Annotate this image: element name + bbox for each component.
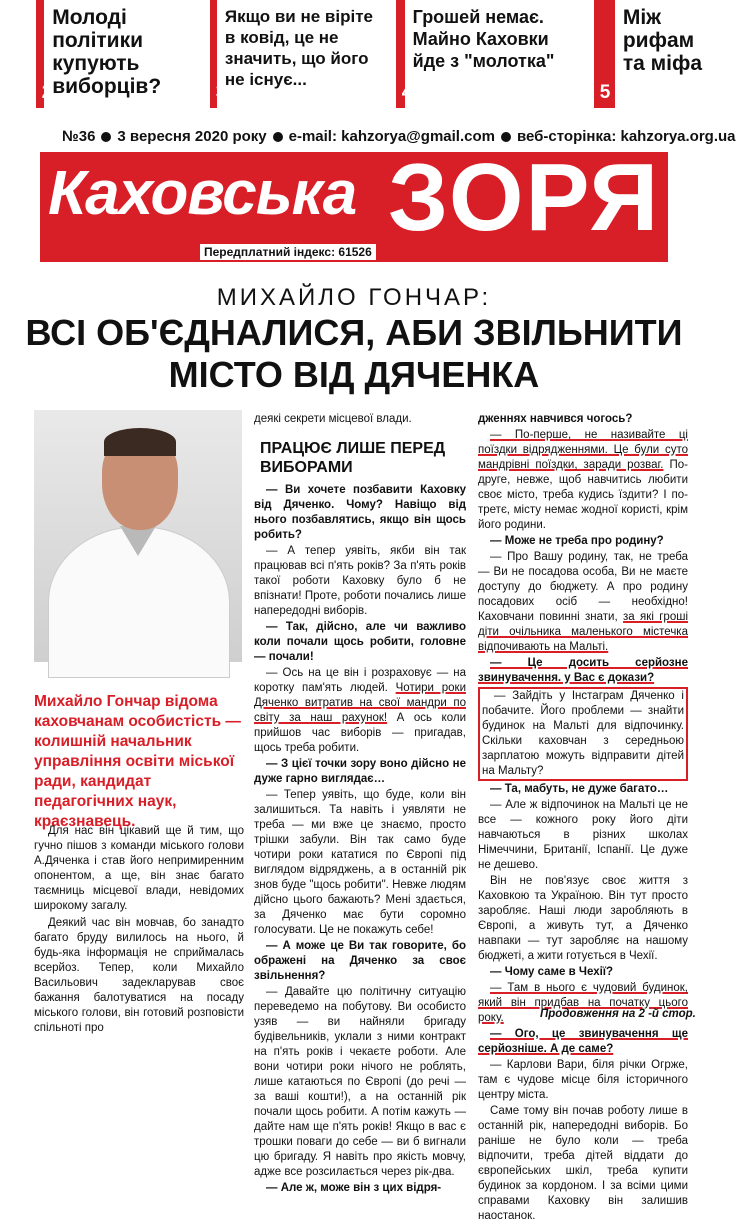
teaser-3[interactable] <box>210 0 382 108</box>
boxed-answer: — Зайдіть у Інстаграм Дяченко і побачите. Його проблеми — знайти будинок на Мальті для відпочинку. Скільки каховчан з середньою зарплатою можуть відправити дітей на Мальту? <box>478 687 688 781</box>
question: — Може не треба про родину? <box>490 535 664 547</box>
paragraph: Для нас він цікавий ще й тим, що гучно пішов з команди міського голови А.Дяченка і став його непримиренним опонентом, а ще, він знає багато таємниць місцевої влади, невідомих широкому загалу. <box>34 825 244 912</box>
answer-text: А ось коли прийшов час виборів — пригадав, щось треба робити. <box>254 712 466 754</box>
answer-text: — Про Вашу родину, так, не треба — Ви не посадова особа, Ви не маєте доступу до бюджету. А про родину посадових осіб — необхідно! Каховчани повинні знати, <box>478 551 688 623</box>
continued-note[interactable]: Продовження на 2 -й стор. <box>540 1008 696 1020</box>
paragraph: деякі секрети місцевої влади. <box>254 413 412 425</box>
issue-date: 3 вересня 2020 року <box>117 128 267 145</box>
highlighted-quote: за які гроші діти очільника маленького містечка відпочивають на Мальті. <box>478 611 689 653</box>
question: — З цієї точки зору воно дійсно не дуже гарно виглядає… <box>254 758 466 785</box>
photo-hair <box>104 428 176 456</box>
article-author: МИХАЙЛО ГОНЧАР: <box>216 284 492 311</box>
teaser-2[interactable] <box>36 0 194 108</box>
website[interactable]: веб-сторінка: kahzorya.org.ua <box>517 128 736 145</box>
teaser-bar <box>36 0 53 108</box>
question: — Це досить серйозне звинувачення. у Вас є докази? <box>478 657 688 684</box>
answer-text: По-друге, невже, щоб навчитись любити своє місто, треба кудись їздити? І по-третє, місту немає жодної користі, крім його родини. <box>478 459 688 531</box>
article-column-3 <box>478 412 688 1225</box>
highlighted-answer: — Там в нього є чудовий будинок, який він придбав на початку цього року. <box>478 982 688 1024</box>
answer <box>254 666 466 756</box>
teaser-bar <box>210 0 227 108</box>
question: — А може це Ви так говорите, бо ображені на Дяченко за своє звільнення? <box>254 940 466 982</box>
teaser-text: Якщо ви не віріте в ковід, це не значить, що його не існує... <box>224 7 373 89</box>
question: — Чому саме в Чехії? <box>490 966 614 978</box>
teaser-bar <box>396 0 413 108</box>
teaser-number: 2 <box>41 82 53 103</box>
bullet-icon <box>273 132 283 142</box>
article-column-2 <box>254 412 466 1197</box>
answer: — Тепер уявіть, що буде, коли він залишиться. Та навіть і уявляти не треба — ми вже це знаємо, просто трішки забули. Він так само буде чотири роки кататися по Європі під виглядом відряджень, а в останній рік знов буде "щось робити". Невже людям дійсно цього бажають? Мені здається, за Дяченко має бути соромно голосувати. Це не покажуть себе! <box>254 789 466 936</box>
question: дженнях навчився чогось? <box>478 413 633 425</box>
teaser-text: Грошей немає. Майно Каховки йде з "молотка" <box>412 7 555 71</box>
question: — Ви хочете позбавити Каховку від Дяченко. Чому? Навіщо від нього позбавлятись, якщо він щось робить? <box>254 484 466 541</box>
bullet-icon <box>101 132 111 142</box>
answer: Саме тому він почав роботу лише в останній рік, напередодні виборів. Бо раніше не було коли — треба відпочити, треба дітей віддати до європейських шкіл, треба купити будинок за кордоном. І за всіми цими справами Каховку він залишив наостанок. <box>478 1105 688 1222</box>
teaser-bar <box>594 0 615 108</box>
email[interactable]: e-mail: kahzorya@gmail.com <box>288 128 495 145</box>
question: — Так, дійсно, але чи важливо коли почали щось робити, головне — почали! <box>254 621 466 663</box>
teaser-number: 3 <box>215 82 227 103</box>
headline-line-1: ВСІ ОБ'ЄДНАЛИСЯ, АБИ ЗВІЛЬНИТИ <box>25 312 683 353</box>
answer: — А тепер уявіть, якби він так працював всі п'ять років? За п'ять років такої роботи Каховку було б не впізнати! Проте, роботи почались лише напередодні виборів. <box>254 545 466 617</box>
issue-info-line <box>62 128 736 145</box>
article-headline <box>0 312 708 396</box>
teaser-text: Молоді політики купують виборців? <box>52 6 162 98</box>
bullet-icon <box>501 132 511 142</box>
answer-text: — Ось на це він і розраховує — на коротку пам'ять людей. <box>254 667 466 694</box>
section-subheading: ПРАЦЮЄ ЛИШЕ ПЕРЕД ВИБОРАМИ <box>260 440 446 476</box>
answer: — Давайте цю політичну ситуацію переведемо на побутову. Ви особисто узяв — ви найняли бригаду будівельників, уклали з ними контракт на п'ять років і чекаєте роботи. Але вони чотири роки нічого не роблять, лише катаються по Європі (до речі — за ваші кошти!), а на останній рік почали щось робити. А потім кажуть — дайте нам ще п'ять років! Якщо в вас є трошки поваги до себе — ви б вигнали цю бригаду. Я навіть про якість мовчу, адже все розсилається через рік-два. <box>254 986 466 1178</box>
question: — Ого, це звинувачення ще серйозніше. А де саме? <box>478 1028 688 1055</box>
teaser-text: Між рифам та міфа <box>622 6 703 75</box>
headline-line-2: МІСТО ВІД ДЯЧЕНКА <box>168 354 540 395</box>
author-photo <box>34 410 242 662</box>
paragraph: Деякий час він мовчав, бо занадто багато бруду вилилось на нього, й будь-яка інформація не сприймалась всерйоз. Тепер, коли Михайло Васильович задекларував своє бажання балотуватися на посаду міського голови, він готовий розповісти спільноті про <box>34 917 244 1034</box>
highlighted-quote: — По-перше, не називайте ці поїздки відрядженнями. Це були суто мандрівні поїздки, заради розваг. <box>478 429 688 471</box>
teaser-number: 4 <box>401 82 413 103</box>
author-bio: Михайло Гончар відома каховчанам особистість — колишній начальник управління освіти міської ради, кандидат педагогічних наук, краєзнавець. <box>34 693 241 830</box>
answer: — Карлови Вари, біля річки Огрже, там є чудове місце біля історичного центру міста. <box>478 1059 688 1101</box>
issue-number: №36 <box>62 128 96 145</box>
masthead-title-part1: Каховська <box>48 159 357 228</box>
subscription-index: Передплатний індекс: 61526 <box>200 244 376 260</box>
question: — Та, мабуть, не дуже багато… <box>490 783 669 795</box>
teaser-5[interactable] <box>594 0 708 108</box>
answer: — Але ж відпочинок на Мальті це не все — кожного року його діти навчаються в різних школах Німеччини, Британії, Іспанії. Це дуже не дешево. <box>478 799 688 871</box>
answer <box>478 428 688 533</box>
teaser-4[interactable] <box>396 0 578 108</box>
masthead-title-part2: ЗОРЯ <box>388 144 661 251</box>
answer: Він не пов'язує своє життя з Каховкою та Україною. Він тут просто заробляє. Наші люди заробляють в Європі, а живуть тут, а Дяченко навпаки — тут заробляє на нашому бюджеті, а жити готується в Чехії. <box>478 875 688 962</box>
question: — Але ж, може він з цих відря- <box>266 1182 442 1194</box>
highlighted-quote: Чотири роки Дяченко витратив на свої мандри по світу за наш рахунок! <box>254 682 466 724</box>
article-column-1 <box>34 824 244 1038</box>
teaser-number: 5 <box>599 82 611 103</box>
answer <box>478 550 688 655</box>
